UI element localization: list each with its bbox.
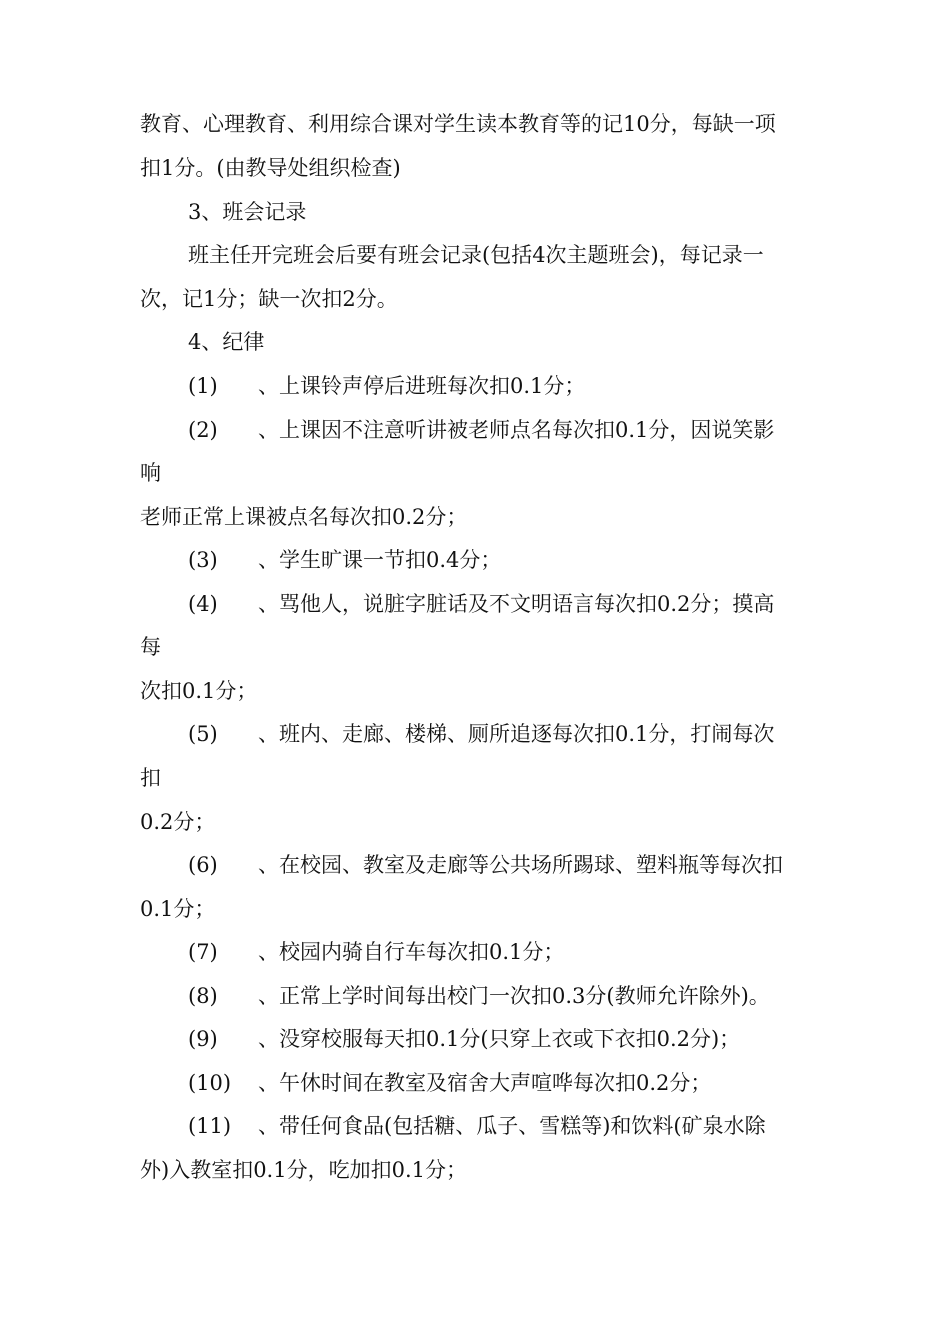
item-text: 、午休时间在教室及宿舍大声喧哗每次扣0.2分； bbox=[258, 1071, 712, 1095]
item-text-wrap: 每 bbox=[140, 635, 161, 659]
item-number: (7) bbox=[188, 940, 218, 964]
item-number: (1) bbox=[188, 374, 218, 398]
item-number: (3) bbox=[188, 548, 218, 572]
item-text-wrap: 外)入教室扣0.1分，吃加扣0.1分； bbox=[140, 1158, 467, 1182]
item-text-wrap: 0.2分； bbox=[140, 810, 216, 834]
item-number: (8) bbox=[188, 984, 218, 1008]
paragraph-line: 次，记1分；缺一次扣2分。 bbox=[140, 287, 398, 311]
item-text-wrap: 0.1分； bbox=[140, 897, 216, 921]
item-text: 、学生旷课一节扣0.4分； bbox=[258, 548, 502, 572]
item-text: 、没穿校服每天扣0.1分(只穿上衣或下衣扣0.2分)； bbox=[258, 1027, 741, 1051]
item-text: 、正常上学时间每出校门一次扣0.3分(教师允许除外)。 bbox=[258, 984, 770, 1008]
item-number: (10) bbox=[188, 1071, 232, 1095]
item-text: 、带任何食品(包括糖、瓜子、雪糕等)和饮料(矿泉水除 bbox=[258, 1114, 766, 1138]
item-number: (6) bbox=[188, 853, 218, 877]
item-text-wrap: 老师正常上课被点名每次扣0.2分； bbox=[140, 505, 468, 529]
item-number: (9) bbox=[188, 1027, 218, 1051]
item-text: 、上课铃声停后进班每次扣0.1分； bbox=[258, 374, 586, 398]
item-number: (2) bbox=[188, 418, 218, 442]
item-text-wrap: 扣 bbox=[140, 766, 161, 790]
paragraph-line: 教育、心理教育、利用综合课对学生读本教育等的记10分，每缺一项 bbox=[140, 112, 776, 136]
item-text-wrap: 次扣0.1分； bbox=[140, 679, 258, 703]
item-text: 、班内、走廊、楼梯、厕所追逐每次扣0.1分，打闹每次 bbox=[258, 722, 775, 746]
paragraph-line: 扣1分。(由教导处组织检查) bbox=[140, 156, 401, 180]
section-heading: 4、纪律 bbox=[188, 330, 265, 354]
section-heading: 3、班会记录 bbox=[188, 200, 307, 224]
item-text: 、骂他人，说脏字脏话及不文明语言每次扣0.2分；摸高 bbox=[258, 592, 775, 616]
item-text: 、在校园、教室及走廊等公共场所踢球、塑料瓶等每次扣 bbox=[258, 853, 783, 877]
item-number: (5) bbox=[188, 722, 218, 746]
item-text: 、校园内骑自行车每次扣0.1分； bbox=[258, 940, 565, 964]
item-text-wrap: 响 bbox=[140, 461, 161, 485]
item-number: (4) bbox=[188, 592, 218, 616]
item-number: (11) bbox=[188, 1114, 232, 1138]
item-text: 、上课因不注意听讲被老师点名每次扣0.1分，因说笑影 bbox=[258, 418, 775, 442]
paragraph-line: 班主任开完班会后要有班会记录(包括4次主题班会)，每记录一 bbox=[188, 243, 764, 267]
